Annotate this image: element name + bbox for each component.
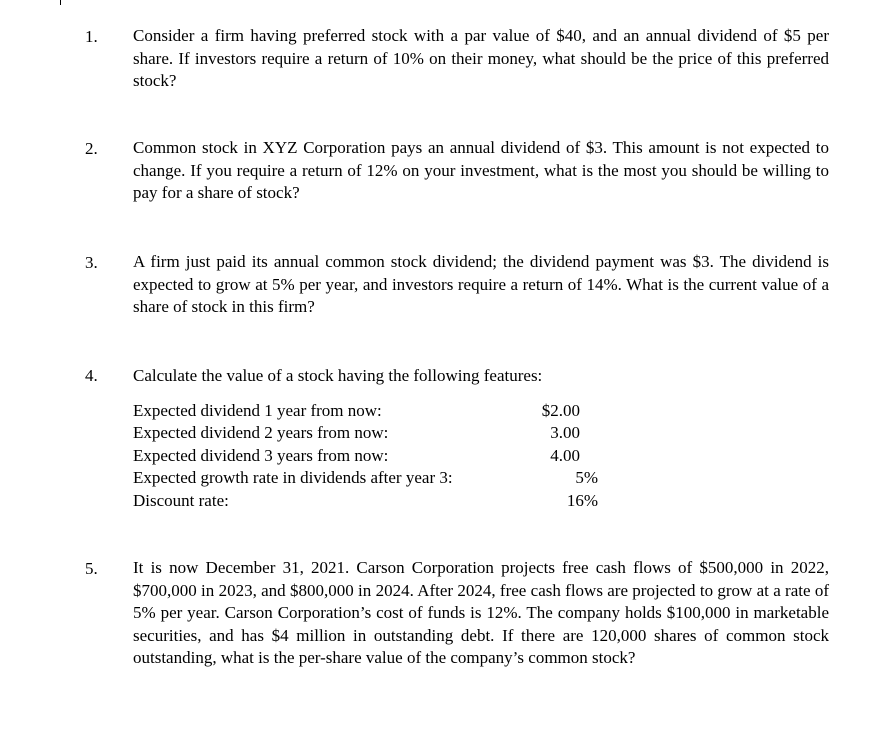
question-number: 3. (85, 253, 98, 272)
feature-value: 3.00 (550, 423, 580, 442)
question-number: 5. (85, 559, 98, 578)
feature-row (133, 466, 598, 489)
feature-row (133, 399, 598, 422)
feature-value: $2.00 (541, 401, 580, 420)
feature-row (133, 489, 598, 512)
feature-value: 4.00 (550, 446, 580, 465)
feature-row (133, 444, 598, 467)
feature-label: Discount rate: (133, 491, 229, 510)
feature-label: Expected growth rate in dividends after year 3: (133, 468, 453, 487)
question-text: It is now December 31, 2021. Carson Corporation projects free cash flows of $500,000 in 2022, $700,000 in 2023, and $800,000 in 2024. After 2024, free cash flows are projected to grow at a rate of 5% per year. Carson Corporation’s cost of funds is 12%. The company holds $100,000 in marketable securities, and has $4 million in outstanding debt. If there are 120,000 shares of common stock outstanding, what is the per-share value of the company’s common stock? (133, 558, 829, 667)
question-text: A firm just paid its annual common stock dividend; the dividend payment was $3. The dividend is expected to grow at 5% per year, and investors require a return of 14%. What is the current value of a share of stock in this firm? (133, 252, 829, 316)
feature-value: 16% (566, 491, 598, 510)
feature-value: 5% (575, 468, 598, 487)
question-number: 4. (85, 366, 98, 385)
question-text: Consider a firm having preferred stock with a par value of $40, and an annual dividend of $5 per share. If investors require a return of 10% on their money, what should be the price of this preferred stock? (133, 26, 829, 90)
feature-row (133, 421, 598, 444)
question-text: Common stock in XYZ Corporation pays an annual dividend of $3. This amount is not expected to change. If you require a return of 12% on your investment, what is the most you should be willing to pay for a share of stock? (133, 138, 829, 202)
feature-label: Expected dividend 1 year from now: (133, 401, 382, 420)
feature-label: Expected dividend 2 years from now: (133, 423, 389, 442)
question-text: Calculate the value of a stock having the following features: (133, 366, 543, 385)
feature-label: Expected dividend 3 years from now: (133, 446, 389, 465)
question-number: 2. (85, 139, 98, 158)
corner-mark (60, 0, 61, 5)
question-number: 1. (85, 27, 98, 46)
